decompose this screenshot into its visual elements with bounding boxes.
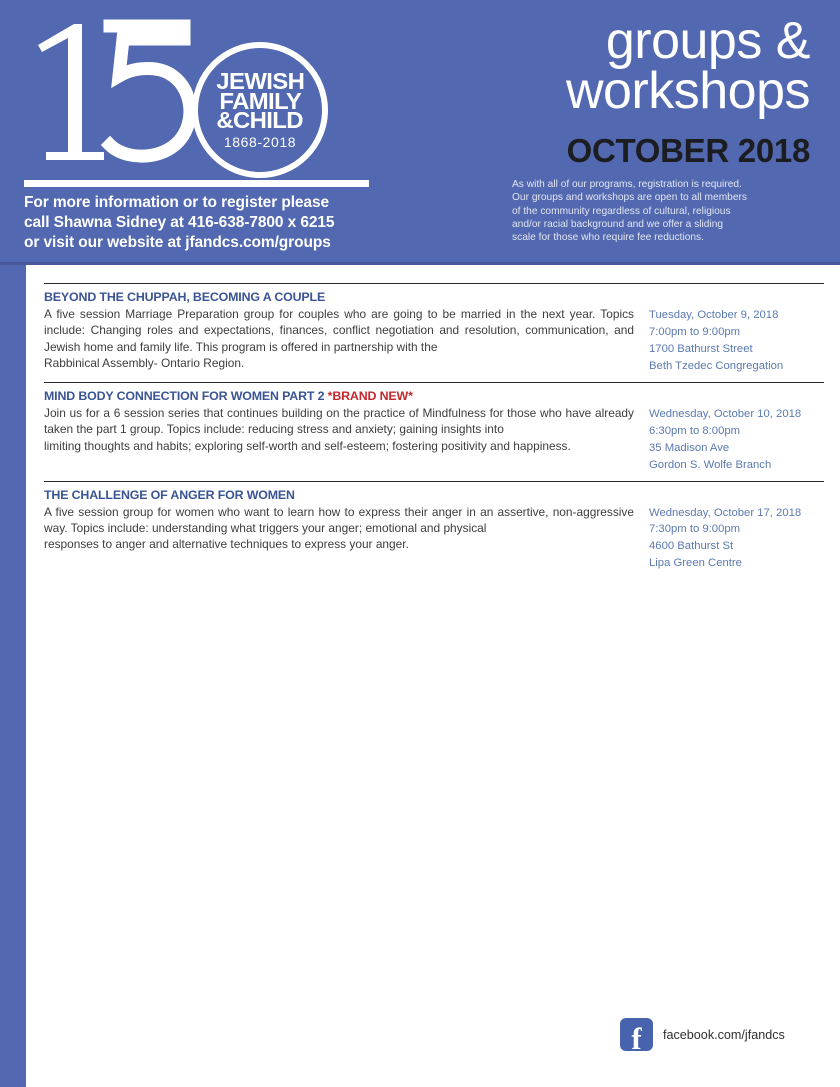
program-date: Wednesday, October 10, 2018 [649, 407, 802, 420]
emblem-years: 1868-2018 [223, 134, 297, 151]
program-entry [44, 283, 824, 382]
program-time: 6:30pm to 8:00pm [649, 424, 741, 437]
entry-divider [44, 481, 824, 482]
note-line-3: of the community regardless of cultural, religious [512, 205, 731, 217]
program-entry [44, 481, 824, 580]
title-line-2: workshops [565, 62, 810, 121]
entry-details-column [649, 488, 824, 573]
entry-columns [44, 389, 824, 474]
program-entry [44, 382, 824, 481]
program-venue: Lipa Green Centre [649, 557, 742, 570]
program-description-last-line: Rabbinical Assembly- Ontario Region. [44, 356, 245, 371]
program-description-body: A five session Marriage Preparation group for couples who are going to be married in the next year. Topics include: Changing roles and expectations, finances, conflict negotiation and resolution, communication, and Jewish home and family life. This program is offered in partnership with the [44, 307, 634, 354]
program-description-body: Join us for a 6 session series that continues building on the practice of Mindfulness for those who have already taken the part 1 group. Topics include: reducing stress and anxiety; gaining insights into [44, 405, 634, 437]
emblem-line-3: &CHILD [216, 107, 304, 134]
program-title [44, 389, 634, 403]
program-title-main: BEYOND THE CHUPPAH, BECOMING A COUPLE [44, 290, 326, 304]
program-description [44, 306, 634, 372]
contact-line-1: For more information or to register please [24, 194, 329, 211]
entry-divider [44, 283, 824, 284]
program-description-last-line: limiting thoughts and habits; exploring self-worth and self-esteem; fostering positivity and happiness. [44, 438, 571, 453]
entry-divider [44, 382, 824, 383]
program-listings [44, 283, 824, 579]
issue-month: OCTOBER 2018 [566, 132, 810, 169]
program-description [44, 405, 634, 454]
contact-info [24, 193, 404, 253]
contact-line-2: call Shawna Sidney at 416-638-7800 x 6215 [24, 214, 335, 232]
emblem-line-1: JEWISH [216, 67, 304, 94]
title-line-1: groups & [605, 12, 810, 70]
entry-text-column [44, 290, 634, 372]
note-line-4: and/or racial background and we offer a sliding [512, 218, 724, 230]
program-title [44, 488, 634, 502]
note-line-1: As with all of our programs, registration is required. [512, 179, 742, 190]
program-address: 4600 Bathurst St [649, 540, 734, 553]
program-description [44, 504, 634, 553]
entry-columns [44, 290, 824, 375]
note-line-2: Our groups and workshops are open to all members [512, 192, 747, 204]
program-title [44, 290, 634, 304]
emblem-line-2: FAMILY [219, 87, 301, 114]
entry-details-column [649, 290, 824, 375]
entry-columns [44, 488, 824, 573]
facebook-icon[interactable] [620, 1018, 653, 1056]
note-line-5: scale for those who require fee reductions. [512, 232, 704, 243]
program-description-last-line: responses to anger and alternative techniques to express your anger. [44, 537, 409, 552]
program-address: 35 Madison Ave [649, 441, 730, 454]
program-title-badge: *BRAND NEW* [327, 388, 413, 403]
header-divider-rule [24, 180, 369, 187]
program-title-main: THE CHALLENGE OF ANGER FOR WOMEN [44, 487, 295, 502]
program-address: 1700 Bathurst Street [649, 342, 753, 355]
program-date: Tuesday, October 9, 2018 [649, 309, 779, 321]
registration-note [512, 178, 810, 244]
header-band [0, 0, 840, 265]
entry-details-column [649, 389, 824, 474]
program-title-main: MIND BODY CONNECTION FOR WOMEN PART 2 [44, 388, 328, 403]
facebook-glyph: f [631, 1021, 642, 1056]
page-title [290, 12, 810, 121]
program-venue: Gordon S. Wolfe Branch [649, 458, 772, 471]
program-description-body: A five session group for women who want to learn how to express their anger in an assertive, non-aggressive way. Topics include: understanding what triggers your anger; emotional and physical [44, 504, 634, 535]
entry-text-column [44, 389, 634, 454]
program-date: Wednesday, October 17, 2018 [649, 506, 802, 519]
footer-social[interactable] [620, 1018, 785, 1056]
contact-line-3: or visit our website at jfandcs.com/groups [24, 234, 331, 252]
program-venue: Beth Tzedec Congregation [649, 359, 784, 372]
facebook-link-label[interactable]: facebook.com/jfandcs [663, 1027, 785, 1042]
program-time: 7:00pm to 9:00pm [649, 325, 741, 338]
program-time: 7:30pm to 9:00pm [649, 523, 741, 536]
entry-text-column [44, 488, 634, 553]
